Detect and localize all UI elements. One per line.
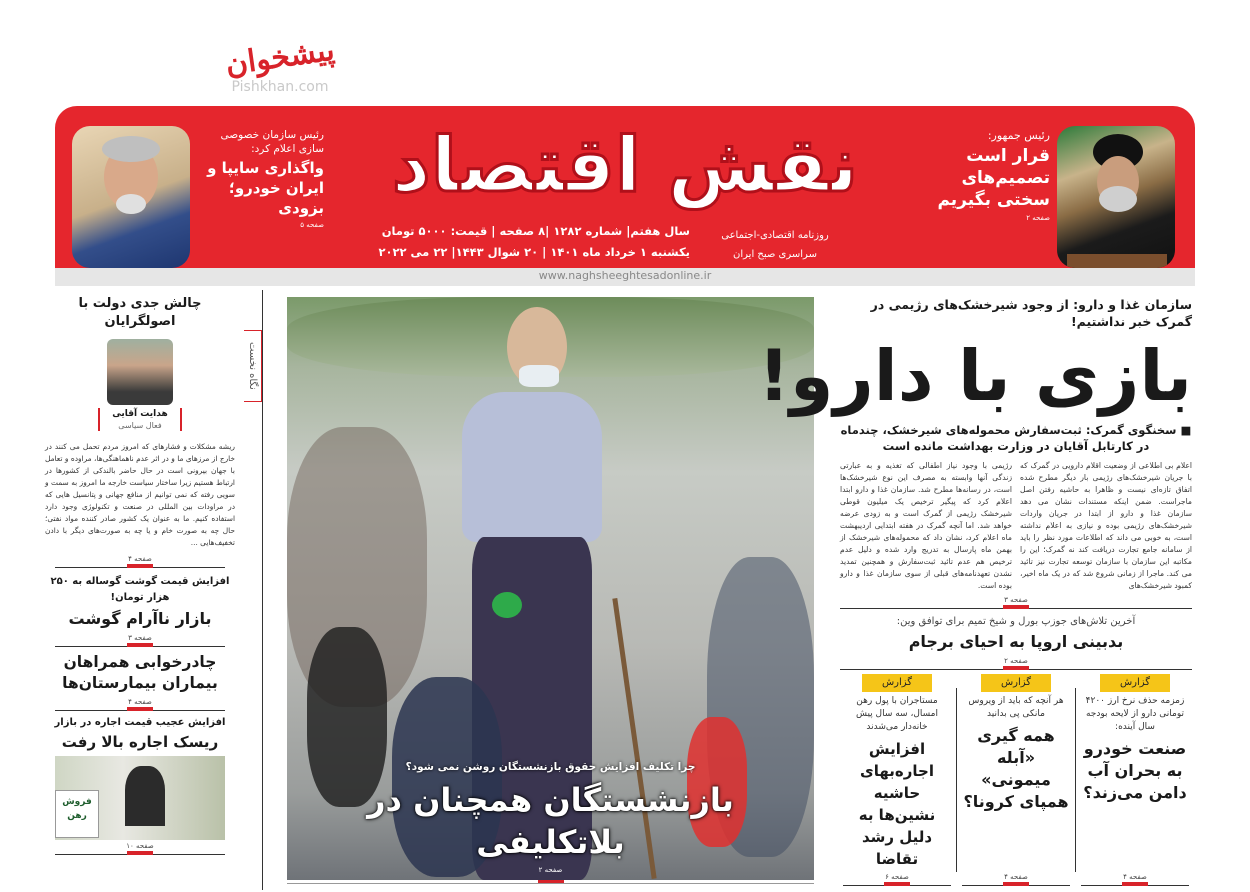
newspaper-logo: نقش اقتصاد bbox=[391, 120, 859, 209]
hospital-separator bbox=[55, 698, 225, 711]
author-role: فعال سیاسی bbox=[118, 421, 162, 430]
page-marker bbox=[127, 707, 153, 711]
jcpoa-page: صفحه ۲ bbox=[1004, 657, 1028, 665]
page-marker bbox=[1122, 882, 1148, 886]
divider bbox=[962, 885, 1070, 886]
page-marker bbox=[127, 851, 153, 855]
report-separator bbox=[962, 873, 1070, 886]
report-page: صفحه ۶ bbox=[885, 873, 909, 881]
coverage: سراسری صبح ایران bbox=[733, 249, 817, 260]
watermark-fa: پیشخوان bbox=[223, 32, 337, 83]
divider bbox=[55, 646, 225, 647]
report-box[interactable] bbox=[1078, 674, 1192, 886]
column-divider bbox=[262, 290, 263, 890]
jcpoa-kicker: آخرین تلاش‌های جوزپ بورل و شیخ تمیم برای توافق وین: bbox=[896, 616, 1136, 627]
rent-headline[interactable]: ریسک اجاره بالا رفت bbox=[61, 733, 219, 751]
main-page: صفحه ۳ bbox=[1004, 596, 1028, 604]
page-marker bbox=[127, 564, 153, 568]
main-body bbox=[840, 460, 1192, 592]
meat-kicker: افزایش قیمت گوشت گوساله به ۲۵۰ هزار تومان! bbox=[50, 576, 230, 603]
main-body-left: رژیمی با وجود نیاز اطفالی که تغذیه و به عبارتی زندگی آنها وابسته به مصرف این نوع شیرخشک‌ها است، در رسانه‌ها مطرح شد. سازمان غذا و دارو ابتدا اعلام کرد که پیگیر ترخیص یک میلیون قوطی شیرخشک رژیمی از گمرک است و به زودی عرضه خواهد شد. اما آنچه گمرک در هفته ابتدایی اردیبهشت ماه اعلام کرد، نشان داد که محموله‌های شیرخشک از بهمن ماه پارسال به تدریج وارد شده و دلیل عدم ترخیص هم عدم تائید ثبت‌سفارش و همچنین تمدید نشدن تعهدنامه‌های قبلی از سوی سازمان غذا و دارو بوده است. bbox=[840, 461, 1012, 590]
cover-kicker: چرا تکلیف افزایش حقوق بازنشستگان روشن نمی شود؟ bbox=[405, 761, 696, 773]
divider bbox=[55, 854, 225, 855]
jcpoa-separator bbox=[840, 657, 1192, 670]
website-url[interactable]: www.naghsheeghtesadonline.ir bbox=[538, 269, 712, 282]
divider bbox=[55, 567, 225, 568]
report-box[interactable] bbox=[959, 674, 1073, 886]
report-row bbox=[840, 674, 1192, 886]
divider bbox=[843, 885, 951, 886]
divider bbox=[840, 608, 1192, 609]
official-portrait-photo bbox=[72, 126, 190, 268]
column-divider bbox=[956, 688, 957, 872]
author-bracket-left bbox=[180, 408, 182, 431]
watermark-en: Pishkhan.com bbox=[231, 79, 329, 95]
page-marker bbox=[1003, 605, 1029, 609]
right-column bbox=[758, 296, 1192, 886]
report-kicker: زمزمه حذف نرخ ارز ۴۲۰۰ تومانی دارو از لایحه بودجه سال آینده: bbox=[1085, 696, 1185, 732]
header-left-page: صفحه ۵ bbox=[300, 221, 324, 229]
opinion-body: ریشه مشکلات و فشارهای که امروز مردم تحمل می کنند در خارج از مرزهای ما و در اثر عدم ناهماهنگی‌ها، مراوده و تعامل با جهان بیرونی است در حال حاضر بالندکی از کشورها در ارتباط هستیم زیرا ساختار سیاست خارجه ما امروز به سمت و سویی رفته که نمی توانیم از منافع جهانی و پتانسیل هایی که در مراودات بین المللی در صنعت و تکنولوژی وجود دارد استفاده کنیم. ما به عنوان یک کشور صادر کننده مواد نفتی؛ حال چه به صورت خام و یا چه به صورت‌های دیگر با دادن تخفیف‌هایی ... bbox=[45, 442, 235, 547]
opinion-separator bbox=[55, 555, 225, 568]
page-marker bbox=[127, 643, 153, 647]
cover-text bbox=[287, 297, 814, 877]
jcpoa-headline[interactable]: بدبینی اروپا به احیای برجام bbox=[908, 632, 1124, 651]
cover-page: صفحه ۲ bbox=[538, 866, 563, 874]
rent-kicker: افزایش عجیب قیمت اجاره در بازار bbox=[54, 717, 226, 728]
report-page: صفحه ۴ bbox=[1123, 873, 1147, 881]
tagline: روزنامه اقتصادی-اجتماعی bbox=[721, 230, 829, 241]
divider bbox=[55, 710, 225, 711]
header-right-kicker: رئیس جمهور: bbox=[987, 129, 1050, 142]
section-label: نگاه نخست bbox=[247, 342, 258, 390]
report-headline: افزایش اجاره‌بهای حاشیه نشین‌ها به دلیل رشد تقاضا bbox=[858, 740, 936, 868]
issue-date: یکشنبه ۱ خرداد ماه ۱۴۰۱ | ۲۰ شوال ۱۴۴۳| ۲۲ می ۲۰۲۲ bbox=[378, 245, 690, 259]
divider bbox=[287, 883, 814, 884]
page-marker bbox=[1003, 666, 1029, 670]
rent-page: صفحه ۱۰ bbox=[126, 842, 154, 850]
author-name: هدایت آقایی bbox=[112, 409, 168, 419]
report-tag: گزارش bbox=[862, 674, 932, 692]
author-photo bbox=[107, 339, 173, 405]
president-photo bbox=[1057, 126, 1175, 268]
report-kicker: مستاجران با پول رهن امسال، سه سال پیش خانه‌دار می‌شدند bbox=[855, 696, 938, 732]
report-separator bbox=[843, 873, 951, 886]
left-column bbox=[45, 295, 235, 855]
rent-sign: فروش رهن bbox=[55, 790, 99, 838]
meat-page: صفحه ۳ bbox=[128, 634, 152, 642]
meat-separator bbox=[55, 634, 225, 647]
report-kicker: هر آنچه که باید از ویروس مانکی پی بدانید bbox=[968, 696, 1064, 719]
main-subhead: ■ سخنگوی گمرک: ثبت‌سفارش محموله‌های شیرخشک، چندماه در کارتابل آقایان در وزارت بهداشت مانده است bbox=[840, 423, 1192, 453]
issue-info: سال هفتم| شماره ۱۲۸۲ |۸ صفحه | قیمت: ۵۰۰۰ تومان bbox=[381, 224, 690, 238]
section-label-box bbox=[244, 330, 262, 402]
column-divider bbox=[1075, 688, 1076, 872]
report-page: صفحه ۴ bbox=[1004, 873, 1028, 881]
main-body-right: اعلام بی اطلاعی از وضعیت اقلام دارویی در گمرک که با جریان شیرخشک‌های رژیمی بار دیگر مطرح شده اتفاق تازه‌ای نیست و ظاهرا به حاشیه رفتن اصل ماجراست. ضمن اینکه مستندات نشان می دهد سازمان غذا و دارو از ابتدا در جریان واردات شیرخشک‌های رژیمی بوده و نیازی به اعلام نداشته است، به خوبی می داند که اطلاعات مورد نظر را باید از سامانه جامع تجارت دریافت کند نه گمرک؛ این را مکاتبه این سازمان با سازمان توسعه تجارت نیز تائید می کند. ماجرا از زمانی شروع شد که در یک ماه اخیر، کمبود شیرخشک‌های bbox=[1020, 461, 1192, 590]
opinion-page: صفحه ۴ bbox=[128, 555, 152, 563]
report-separator bbox=[1081, 873, 1189, 886]
author-caption bbox=[45, 408, 235, 431]
hospital-page: صفحه ۴ bbox=[128, 698, 152, 706]
hospital-headline[interactable]: چادرخوابی همراهان بیماران بیمارستان‌ها bbox=[62, 653, 218, 692]
main-headline[interactable]: بازی با دارو! bbox=[758, 335, 1192, 417]
meat-headline[interactable]: بازار ناآرام گوشت bbox=[68, 609, 212, 628]
main-kicker: سازمان غذا و دارو: از وجود شیرخشک‌های رژیمی در گمرک خبر نداشتیم! bbox=[870, 297, 1192, 329]
divider bbox=[840, 669, 1192, 670]
report-box[interactable] bbox=[840, 674, 954, 886]
report-tag: گزارش bbox=[1100, 674, 1170, 692]
header-right-page: صفحه ۲ bbox=[1026, 214, 1050, 222]
report-headline: همه گیری «آبله میمونی» همپای کرونا؟ bbox=[963, 726, 1069, 811]
rent-separator bbox=[55, 842, 225, 855]
page-marker bbox=[884, 882, 910, 886]
header-left-story[interactable] bbox=[196, 128, 324, 229]
rent-photo bbox=[55, 756, 225, 840]
report-tag: گزارش bbox=[981, 674, 1051, 692]
opinion-title[interactable]: چالش جدی دولت با اصولگرایان bbox=[78, 296, 202, 329]
header-right-story[interactable] bbox=[925, 128, 1050, 222]
divider bbox=[1081, 885, 1189, 886]
page-marker bbox=[1003, 882, 1029, 886]
report-headline: صنعت خودرو به بحران آب دامن می‌زند؟ bbox=[1083, 739, 1187, 802]
header-right-headline[interactable]: قرار است تصمیم‌های سختی بگیریم bbox=[937, 146, 1050, 210]
cover-headline[interactable]: بازنشستگان همچنان در بلاتکلیفی bbox=[367, 781, 734, 861]
header-left-headline[interactable]: واگذاری سایپا و ایران خودرو؛ بزودی bbox=[207, 159, 324, 217]
header-left-kicker: رئیس سازمان خصوصی سازی اعلام کرد: bbox=[220, 129, 324, 155]
main-separator bbox=[840, 596, 1192, 609]
